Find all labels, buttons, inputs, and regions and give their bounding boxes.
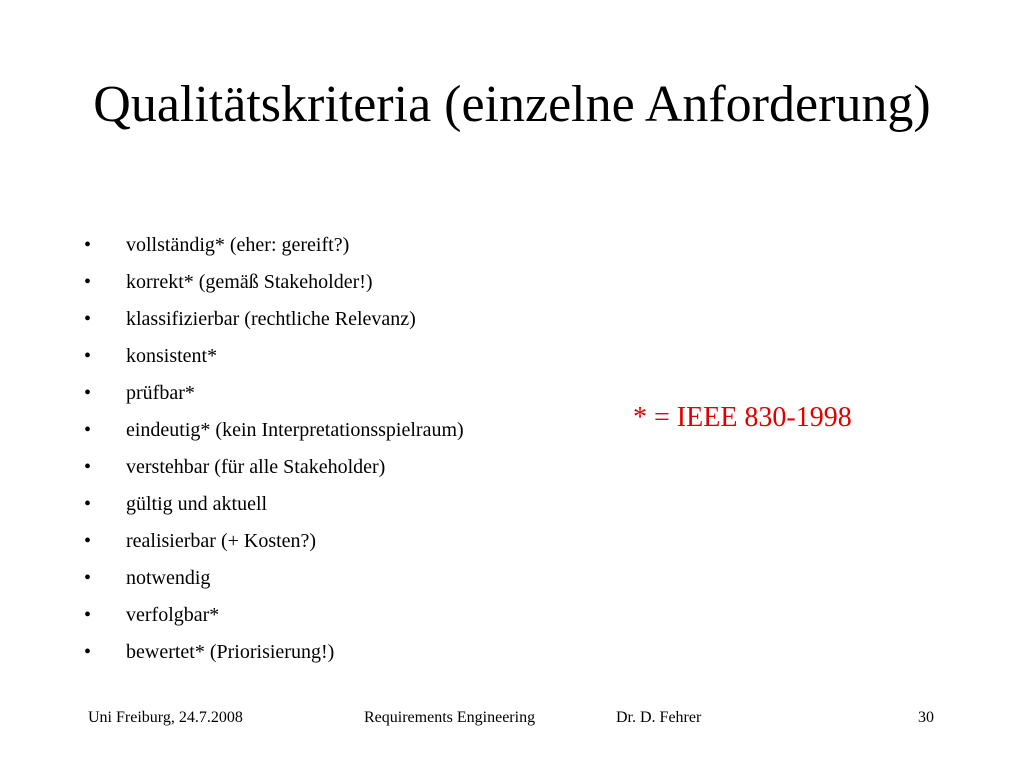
footer-author: Dr. D. Fehrer <box>616 709 702 726</box>
bullet-text: prüfbar* <box>126 382 195 404</box>
bullet-text: vollständig* (eher: gereift?) <box>126 234 350 256</box>
footer-location-date: Uni Freiburg, 24.7.2008 <box>88 709 243 726</box>
bullet-icon: • <box>84 234 92 256</box>
bullet-icon: • <box>84 382 92 404</box>
bullet-text: bewertet* (Priorisierung!) <box>126 641 335 663</box>
ieee-reference-note: * = IEEE 830-1998 <box>633 402 852 433</box>
bullet-text: klassifizierbar (rechtliche Relevanz) <box>126 308 416 330</box>
bullet-icon: • <box>84 641 92 663</box>
bullet-text: notwendig <box>126 567 211 589</box>
bullet-icon: • <box>84 604 92 626</box>
page-number: 30 <box>918 709 934 726</box>
bullet-text: verstehbar (für alle Stakeholder) <box>126 456 386 478</box>
bullet-icon: • <box>84 345 92 367</box>
bullet-text: korrekt* (gemäß Stakeholder!) <box>126 271 373 293</box>
bullet-text: konsistent* <box>126 345 218 367</box>
bullet-text: verfolgbar* <box>126 604 220 626</box>
slide-title: Qualitätskriteria (einzelne Anforderung) <box>93 76 931 133</box>
footer-course-title: Requirements Engineering <box>364 709 536 726</box>
bullet-text: gültig und aktuell <box>126 493 268 515</box>
bullet-icon: • <box>84 419 92 441</box>
bullet-text: eindeutig* (kein Interpretationsspielraum) <box>126 419 464 441</box>
bullet-icon: • <box>84 456 92 478</box>
bullet-icon: • <box>84 567 92 589</box>
bullet-text: realisierbar (+ Kosten?) <box>126 530 317 552</box>
bullet-icon: • <box>84 271 92 293</box>
bullet-icon: • <box>84 308 92 330</box>
bullet-icon: • <box>84 530 92 552</box>
bullet-icon: • <box>84 493 92 515</box>
